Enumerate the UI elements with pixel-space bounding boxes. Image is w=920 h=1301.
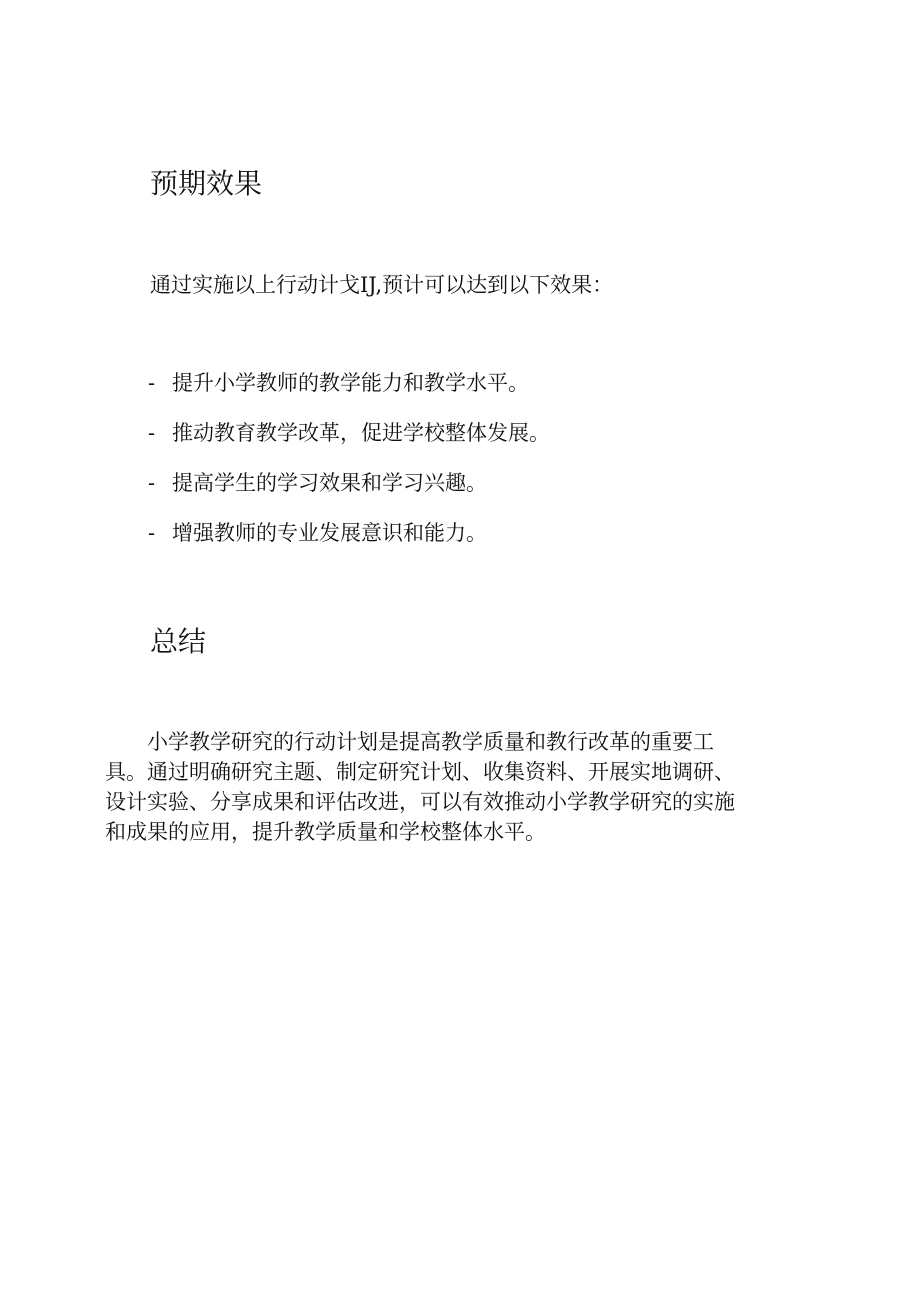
bullet-dash: - — [148, 371, 156, 395]
list-item-text: 提升小学教师的教学能力和教学水平。 — [172, 371, 529, 395]
list-item — [148, 518, 550, 568]
paragraph-line: 小学教学研究的行动计划是提高教学质量和教行改革的重要工 — [147, 730, 714, 754]
list-item-text: 增强教师的专业发展意识和能力。 — [172, 521, 487, 545]
list-item-text: 提高学生的学习效果和学习兴趣。 — [172, 471, 487, 495]
bullet-dash: - — [148, 421, 156, 445]
bullet-list — [148, 368, 550, 568]
paragraph-line: 和成果的应用，提升教学质量和学校整体水平。 — [105, 820, 546, 844]
bullet-dash: - — [148, 521, 156, 545]
section-intro: 通过实施以上行动计戈IJ,预计可以达到以下效果： — [150, 273, 614, 297]
list-item — [148, 418, 550, 468]
section-heading-summary: 总结 — [150, 625, 207, 658]
summary-paragraph — [105, 727, 805, 847]
list-item-text: 推动教育教学改革，促进学校整体发展。 — [172, 421, 550, 445]
bullet-dash: - — [148, 471, 156, 495]
paragraph-line: 具。通过明确研究主题、制定研究计划、收集资料、开展实地调研、 — [105, 760, 735, 784]
paragraph-line: 设计实验、分享成果和评估改进，可以有效推动小学教学研究的实施 — [105, 790, 735, 814]
list-item — [148, 468, 550, 518]
section-heading-expected-effects: 预期效果 — [150, 167, 263, 200]
list-item — [148, 368, 550, 418]
